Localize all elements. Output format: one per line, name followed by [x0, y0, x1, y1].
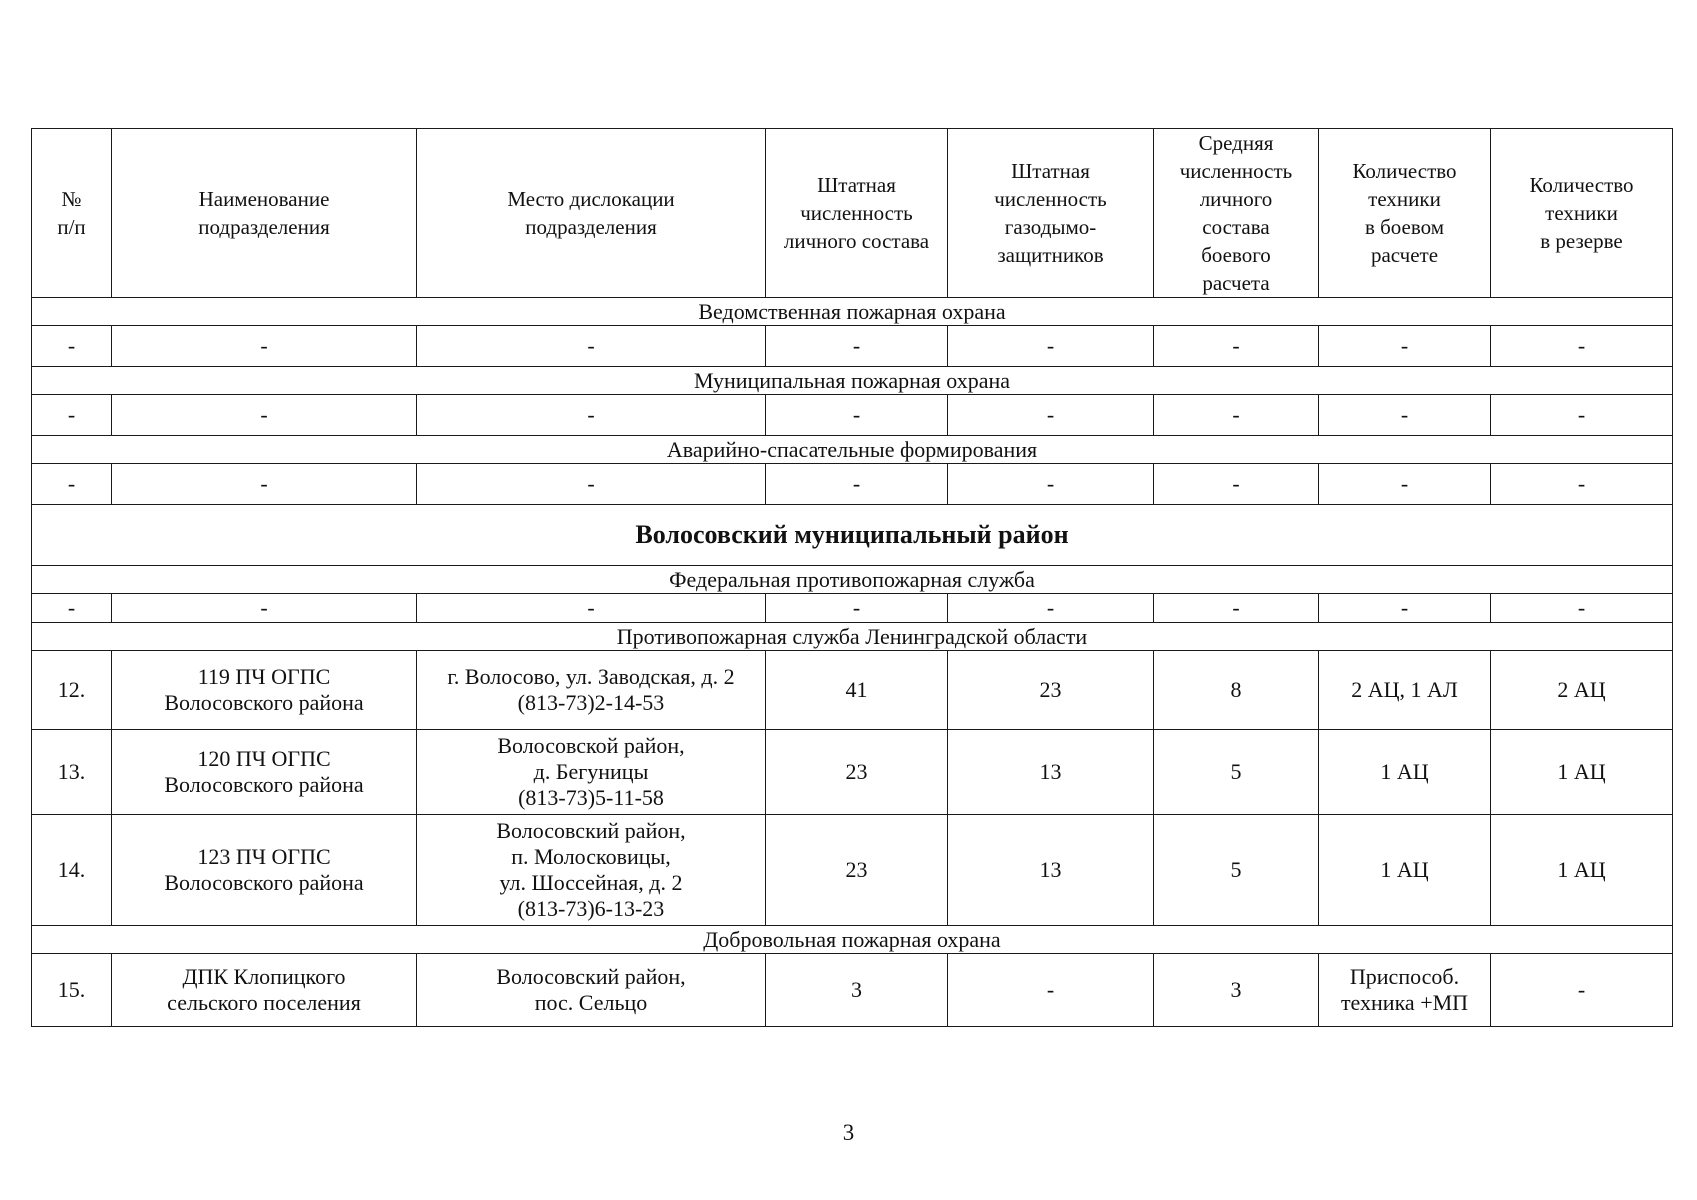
col-header-tech-combat: Количество техники в боевом расчете [1319, 129, 1491, 298]
dash-cell: - [948, 464, 1154, 505]
col-header-location: Место дислокации подразделения [417, 129, 766, 298]
cell-staff: 23 [766, 730, 948, 815]
units-table [31, 128, 1673, 1027]
col-header-number: № п/п [32, 129, 112, 298]
table-row [32, 815, 1673, 926]
cell-number: 15. [32, 954, 112, 1027]
page-number: 3 [842, 1120, 855, 1145]
section-row [32, 436, 1673, 464]
cell-location: Волосовский район, п. Молосковицы, ул. Шоссейная, д. 2 (813-73)6-13-23 [417, 815, 766, 926]
dash-cell: - [1154, 395, 1319, 436]
dash-cell: - [417, 464, 766, 505]
cell-name: 120 ПЧ ОГПС Волосовского района [112, 730, 417, 815]
section-row [32, 926, 1673, 954]
dash-cell: - [766, 464, 948, 505]
cell-staff: 3 [766, 954, 948, 1027]
section-title-munic: Муниципальная пожарная охрана [32, 367, 1673, 395]
col-header-staff: Штатная численность личного состава [766, 129, 948, 298]
cell-tech-reserve: 2 АЦ [1491, 651, 1673, 730]
col-header-gas-defenders: Штатная численность газодымо- защитников [948, 129, 1154, 298]
section-row [32, 367, 1673, 395]
cell-location: Волосовский район, пос. Сельцо [417, 954, 766, 1027]
cell-number: 12. [32, 651, 112, 730]
dash-cell: - [948, 594, 1154, 623]
empty-row [32, 326, 1673, 367]
dash-cell: - [1154, 594, 1319, 623]
cell-tech-reserve: - [1491, 954, 1673, 1027]
table-row [32, 730, 1673, 815]
dash-cell: - [948, 395, 1154, 436]
dash-cell: - [32, 395, 112, 436]
cell-crew: 5 [1154, 815, 1319, 926]
cell-name: 119 ПЧ ОГПС Волосовского района [112, 651, 417, 730]
cell-location: Волосовской район, д. Бегуницы (813-73)5-11-58 [417, 730, 766, 815]
dash-cell: - [766, 326, 948, 367]
section-title-vedom: Ведомственная пожарная охрана [32, 298, 1673, 326]
col-header-crew: Средняя численность личного состава боевого расчета [1154, 129, 1319, 298]
cell-number: 14. [32, 815, 112, 926]
dash-cell: - [1319, 326, 1491, 367]
section-title-dobr: Добровольная пожарная охрана [32, 926, 1673, 954]
dash-cell: - [766, 594, 948, 623]
section-row [32, 623, 1673, 651]
section-title-avar: Аварийно-спасательные формирования [32, 436, 1673, 464]
cell-tech-combat: Приспособ. техника +МП [1319, 954, 1491, 1027]
cell-name: 123 ПЧ ОГПС Волосовского района [112, 815, 417, 926]
cell-tech-reserve: 1 АЦ [1491, 730, 1673, 815]
cell-gas-defenders: - [948, 954, 1154, 1027]
dash-cell: - [112, 326, 417, 367]
dash-cell: - [1319, 395, 1491, 436]
empty-row [32, 395, 1673, 436]
dash-cell: - [417, 395, 766, 436]
dash-cell: - [766, 395, 948, 436]
cell-gas-defenders: 13 [948, 815, 1154, 926]
cell-staff: 41 [766, 651, 948, 730]
cell-tech-combat: 1 АЦ [1319, 730, 1491, 815]
dash-cell: - [32, 326, 112, 367]
empty-row [32, 594, 1673, 623]
dash-cell: - [1491, 395, 1673, 436]
dash-cell: - [1154, 464, 1319, 505]
section-title-fed: Федеральная противопожарная служба [32, 566, 1673, 594]
header-row [32, 129, 1673, 298]
dash-cell: - [1491, 326, 1673, 367]
dash-cell: - [32, 464, 112, 505]
empty-row [32, 464, 1673, 505]
cell-tech-combat: 1 АЦ [1319, 815, 1491, 926]
cell-gas-defenders: 13 [948, 730, 1154, 815]
dash-cell: - [32, 594, 112, 623]
cell-tech-combat: 2 АЦ, 1 АЛ [1319, 651, 1491, 730]
dash-cell: - [112, 395, 417, 436]
section-row [32, 566, 1673, 594]
section-title-lenobl: Противопожарная служба Ленинградской области [32, 623, 1673, 651]
dash-cell: - [112, 464, 417, 505]
cell-staff: 23 [766, 815, 948, 926]
cell-crew: 3 [1154, 954, 1319, 1027]
table-row [32, 954, 1673, 1027]
col-header-tech-reserve: Количество техники в резерве [1491, 129, 1673, 298]
district-title: Волосовский муниципальный район [32, 505, 1673, 566]
cell-crew: 8 [1154, 651, 1319, 730]
dash-cell: - [417, 326, 766, 367]
col-header-name: Наименование подразделения [112, 129, 417, 298]
dash-cell: - [112, 594, 417, 623]
dash-cell: - [1154, 326, 1319, 367]
table-row [32, 651, 1673, 730]
dash-cell: - [1319, 464, 1491, 505]
dash-cell: - [417, 594, 766, 623]
dash-cell: - [1491, 594, 1673, 623]
cell-number: 13. [32, 730, 112, 815]
cell-crew: 5 [1154, 730, 1319, 815]
cell-name: ДПК Клопицкого сельского поселения [112, 954, 417, 1027]
section-row [32, 298, 1673, 326]
cell-gas-defenders: 23 [948, 651, 1154, 730]
cell-tech-reserve: 1 АЦ [1491, 815, 1673, 926]
district-row [32, 505, 1673, 566]
dash-cell: - [948, 326, 1154, 367]
cell-location: г. Волосово, ул. Заводская, д. 2 (813-73)2-14-53 [417, 651, 766, 730]
dash-cell: - [1491, 464, 1673, 505]
dash-cell: - [1319, 594, 1491, 623]
